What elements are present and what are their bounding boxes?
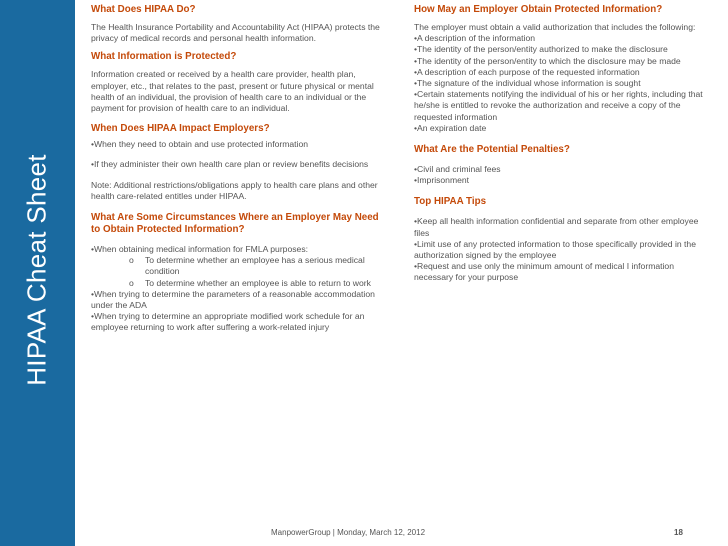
paragraph-authorization: The employer must obtain a valid authorization that includes the following: [414,22,696,32]
paragraph-protected-information: Information created or received by a health care provider, health plan, employer, etc., that relates to the past, present or future physical or mental health of an individual, the provision of health care to an individual or the payment for provision of health care to an individual. [91,69,374,114]
authorization-item: •A description of the information [414,33,536,44]
left-column [91,4,386,334]
bullet-modified-schedule: •When trying to determine an appropriate modified work schedule for an employee returning to work after suffering a work-related injury [91,311,365,333]
authorization-item: •The identity of the person/entity to which the disclosure may be made [414,55,681,66]
heading-top-tips: Top HIPAA Tips [414,196,487,208]
tip-item: •Request and use only the minimum amount of medical I information necessary for your purpose [414,261,674,283]
authorization-item: •An expiration date [414,122,487,133]
authorization-item: •A description of each purpose of the requested information [414,66,640,77]
note-additional-restrictions: Note: Additional restrictions/obligations apply to health care plans and other health care-related entitles under HIPAA. [91,179,378,201]
tip-item: •Keep all health information confidential and separate from other employee files [414,216,699,238]
footer-text: ManpowerGroup | Monday, March 12, 2012 [271,528,426,537]
penalty-item: •Imprisonment [414,175,470,186]
heading-impact-employers: When Does HIPAA Impact Employers? [91,123,270,135]
paragraph-hipaa-purpose: The Health Insurance Portability and Accountability Act (HIPAA) protects the privacy of medical records and personal health information. [91,22,380,44]
heading-circumstances: What Are Some Circumstances Where an Employer May Need to Obtain Protected Information? [91,212,379,236]
heading-obtain-information: How May an Employer Obtain Protected Information? [414,4,663,15]
page-number: 18 [674,528,683,537]
heading-protected-information: What Information is Protected? [91,51,237,63]
penalty-item: •Civil and criminal fees [414,164,501,175]
sub-bullet-return-to-work: o To determine whether an employee is able to return to work [129,277,371,288]
authorization-item: •The identity of the person/entity authorized to make the disclosure [414,44,668,55]
sidebar-title: HIPAA Cheat Sheet [21,154,52,386]
circle-bullet-icon: o [129,255,134,266]
bullet-obtain-use: •When they need to obtain and use protected information [91,139,309,150]
authorization-item: •Certain statements notifying the individual of his or her rights, including that he/she is entitled to revoke the authorization and receive a copy of the requested information [414,89,703,122]
bullet-fmla: •When obtaining medical information for FMLA purposes: [91,244,309,255]
heading-what-hipaa-does: What Does HIPAA Do? [91,4,196,15]
tip-item: •Limit use of any protected information to those specifically provided in the authorization signed by the employee [414,238,696,261]
authorization-item: •The signature of the individual whose information is sought [414,78,641,89]
heading-penalties: What Are the Potential Penalties? [414,144,570,156]
sub-bullet-serious-condition: o To determine whether an employee has a serious medical condition [129,255,365,277]
right-column [414,4,714,284]
bullet-administer-plan: •If they administer their own health care plan or review benefits decisions [91,159,369,170]
bullet-ada: •When trying to determine the parameters of a reasonable accommodation under the ADA [91,288,375,311]
circle-bullet-icon: o [129,277,134,288]
sidebar [0,0,75,546]
